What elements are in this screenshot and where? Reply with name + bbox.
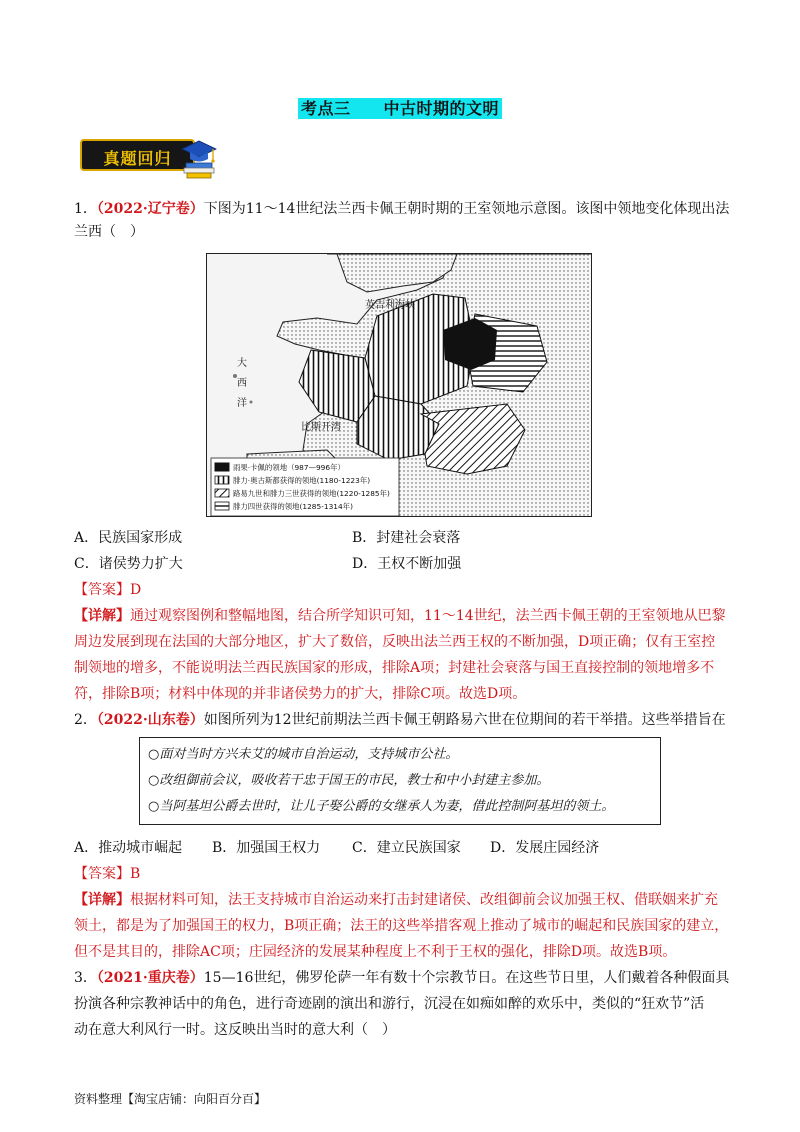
q1-detail-3: 制领地的增多，不能说明法兰西民族国家的形成，排除A项；封建社会衰落与国王直接控制的领地增多不 <box>74 660 715 676</box>
q2-material-3: ○当阿基坦公爵去世时，让儿子娶公爵的女继承人为妻，借此控制阿基坦的领土。 <box>148 799 615 814</box>
q1-option-b[interactable]: B．封建社会衰落 <box>352 530 461 546</box>
q1-stem: 1．（2022·辽宁卷）下图为11～14世纪法兰西卡佩王朝时期的王室领地示意图。该图中领地变化体现出法 <box>74 201 730 217</box>
legend-swatch-louis-ix <box>215 489 229 497</box>
section-title: 考点三 中古时期的文明 <box>0 96 800 119</box>
q2-option-a[interactable]: A．推动城市崛起 <box>74 840 183 856</box>
legend-text-2: 腓力·奥古斯都获得的领地(1180-1223年) <box>233 476 371 485</box>
graduation-cap-icon <box>180 135 218 181</box>
q2-stem: 2．（2022·山东卷）如图所列为12世纪前期法兰西卡佩王朝路易六世在位期间的若干举措。这些举措旨在 <box>74 712 726 728</box>
capetian-domain-map <box>206 253 592 517</box>
q1-detail-4: 符，排除B项；材料中体现的并非诸侯势力的扩大，排除C项。故选D项。 <box>74 686 527 702</box>
q3-stem-2: 扮演各种宗教神话中的角色，进行奇迹剧的演出和游行，沉浸在如痴如醉的欢乐中，类似的“狂欢节”活 <box>74 996 705 1012</box>
map-label-biscay: 比斯开湾 <box>301 422 341 433</box>
q3-stem-1: 3．（2021·重庆卷）15—16世纪，佛罗伦萨一年有数十个宗教节日。在这些节日里，人们戴着各种假面具 <box>74 970 730 986</box>
legend-text-1: 雨果·卡佩的领地（987—996年） <box>233 463 345 472</box>
q1-option-c[interactable]: C．诸侯势力扩大 <box>74 556 183 572</box>
q2-option-d[interactable]: D．发展庄园经济 <box>490 840 600 856</box>
q2-material-2: ○改组御前会议，吸收若干忠于国王的市民，教士和中小封建主参加。 <box>148 773 550 788</box>
badge-label: 真题回归 <box>103 149 172 168</box>
legend-swatch-philip-iv <box>215 502 229 510</box>
q1-option-d[interactable]: D．王权不断加强 <box>352 556 462 572</box>
q2-material-1: ○面对当时方兴未艾的城市自治运动，支持城市公社。 <box>148 747 459 762</box>
page-footer: 资料整理【淘宝店铺：向阳百分百】 <box>74 1092 267 1106</box>
q3-stem-3: 动在意大利风行一时。这反映出当时的意大利（ ） <box>74 1022 396 1038</box>
map-label-channel: 英吉利海峡 <box>365 300 415 311</box>
legend-swatch-philip-augustus <box>215 476 229 484</box>
q2-option-b[interactable]: B．加强国王权力 <box>212 840 321 856</box>
map-label-atlantic-3: 洋 <box>237 398 247 409</box>
q2-detail-1: 【详解】根据材料可知，法王支持城市自治运动来打击封建诸侯、改组御前会议加强王权、借联姻来扩充 <box>74 892 718 908</box>
q1-stem-cont: 兰西（ ） <box>74 224 144 240</box>
q2-detail-2: 领土，都是为了加强国王的权力，B项正确；法王的这些举措客观上推动了城市的崛起和民族国家的建立， <box>74 918 729 934</box>
legend-text-3: 路易九世和腓力三世获得的领地(1220-1285年) <box>233 489 390 498</box>
legend-text-4: 腓力四世获得的领地(1285-1314年) <box>233 502 353 511</box>
map-label-atlantic-1: 大 <box>237 358 247 369</box>
legend-swatch-hugh <box>215 463 229 471</box>
q1-option-a[interactable]: A．民族国家形成 <box>74 530 183 546</box>
q1-detail-1: 【详解】通过观察图例和整幅地图，结合所学知识可知，11～14世纪，法兰西卡佩王朝的王室领地从巴黎 <box>74 608 726 624</box>
q2-detail-3: 但不是其目的，排除AC项；庄园经济的发展某种程度上不利于王权的强化，排除D项。故选B项。 <box>74 944 677 960</box>
q1-answer: 【答案】D <box>74 582 142 598</box>
section-badge <box>80 135 218 181</box>
q1-detail-2: 周边发展到现在法国的大部分地区，扩大了数倍，反映出法兰西王权的不断加强，D项正确；仅有王室控 <box>74 634 716 650</box>
q2-material-box <box>139 737 661 825</box>
q2-option-c[interactable]: C．建立民族国家 <box>352 840 461 856</box>
map-label-atlantic-2: 西 <box>237 378 247 389</box>
map-figure <box>207 254 592 517</box>
q2-answer: 【答案】B <box>74 866 141 882</box>
